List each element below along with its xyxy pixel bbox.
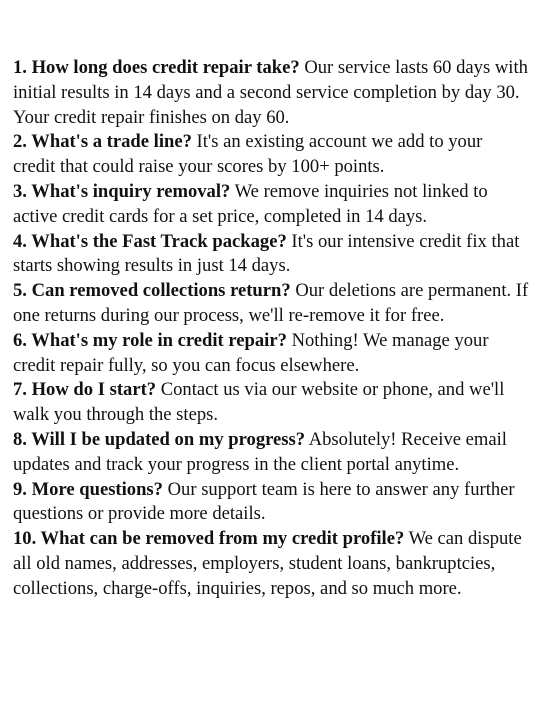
faq-answer: Our support team is here to answer any further questions or provide more details. [13,478,515,525]
faq-answer: Nothing! We manage your credit repair fully, so you can focus elsewhere. [13,329,489,376]
faq-item-3 [13,180,529,230]
faq-question: 1. How long does credit repair take? [13,57,300,78]
faq-item-2 [13,130,529,180]
faq-list [13,56,529,602]
faq-answer: Contact us via our website or phone, and we'll walk you through the steps. [13,379,505,426]
faq-question: 8. Will I be updated on my progress? [13,428,306,450]
faq-question: 9. More questions? [13,478,163,500]
faq-question: 4. What's the Fast Track package? [13,230,287,252]
faq-item-5 [13,279,529,329]
faq-question: 2. What's a trade line? [13,131,192,153]
faq-answer: Our deletions are permanent. If one returns during our process, we'll re-remove it for free. [13,280,529,326]
faq-item-6 [13,329,529,379]
faq-answer: It's an existing account we add to your credit that could raise your scores by 100+ points. [13,131,483,178]
faq-question: 6. What's my role in credit repair? [13,329,287,351]
faq-answer: Our service lasts 60 days with initial results in 14 days and a second service completion by day 30. Your credit repair finishes on day 60. [13,57,528,128]
faq-answer: We remove inquiries not linked to active credit cards for a set price, completed in 14 days. [13,180,488,227]
faq-answer: Absolutely! Receive email updates and track your progress in the client portal anytime. [13,428,507,475]
faq-question: 10. What can be removed from my credit profile? [13,528,405,550]
faq-question: 3. What's inquiry removal? [13,180,231,202]
faq-question: 7. How do I start? [13,379,157,401]
faq-answer: It's our intensive credit fix that starts showing results in just 14 days. [13,230,520,277]
faq-item-7 [13,378,529,428]
faq-item-1 [13,56,529,130]
faq-item-10 [13,527,529,601]
faq-question: 5. Can removed collections return? [13,280,291,302]
faq-answer: We can dispute all old names, addresses, employers, student loans, bankruptcies, collections, charge-offs, inquiries, repos, and so much more. [13,528,522,599]
faq-item-4 [13,230,529,280]
faq-item-9 [13,478,529,528]
faq-item-8 [13,428,529,478]
